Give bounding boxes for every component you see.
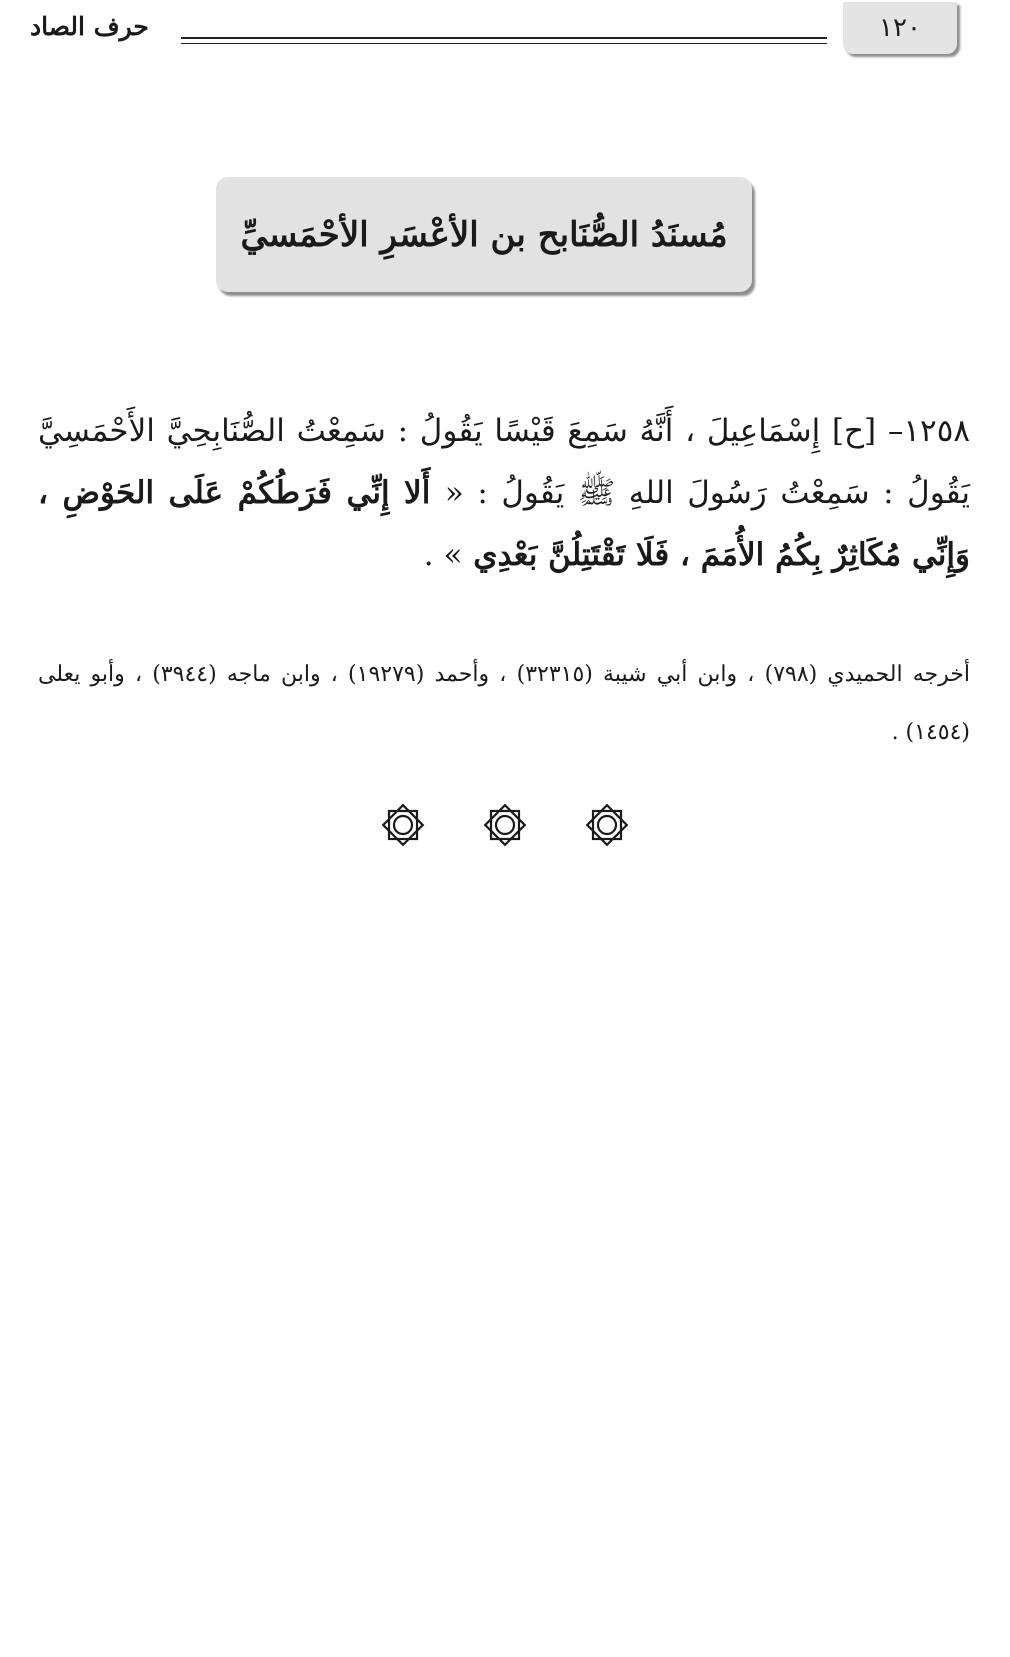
eight-point-star-icon [482, 802, 528, 848]
page-number: ١٢٠ [843, 2, 957, 54]
section-title-box [216, 177, 752, 292]
page-header [0, 0, 1010, 70]
header-rule-thin [181, 43, 827, 44]
eight-point-star-icon [584, 802, 630, 848]
hadith-isnad: ١٢٥٨– [ح] إِسْمَاعِيلَ ، أَنَّهُ سَمِعَ قَيْسًا يَقُولُ : سَمِعْتُ الصُّنَابِحِيَّ الأَحْمَسِيَّ يَقُولُ : سَمِعْتُ رَسُولَ اللهِ ﷺ يَقُولُ : « [38, 413, 971, 511]
header-rule [181, 37, 827, 39]
takhrij-footnote: أخرجه الحميدي (٧٩٨) ، وابن أبي شيبة (٣٢٣١٥) ، وأحمد (١٩٢٧٩) ، وابن ماجه (٣٩٤٤) ، وأبو يعلى (١٤٥٤) . [38, 662, 970, 745]
eight-point-star-icon [380, 802, 426, 848]
hadith-closing: » . [423, 537, 463, 573]
section-end-ornaments [380, 800, 630, 850]
hadith-matn: أَلا إِنِّي فَرَطُكُمْ عَلَى الحَوْضِ ، وَإِنِّي مُكَاثِرٌ بِكُمُ الأُمَمَ ، فَلَا تَقْتَتِلُنَّ بَعْدِي [38, 475, 970, 573]
chapter-title: حرف الصاد [30, 12, 149, 41]
hadith-text [38, 400, 970, 586]
section-title: مُسنَدُ الصُّنَابح بن الأعْسَرِ الأحْمَسيِّ [240, 214, 728, 255]
